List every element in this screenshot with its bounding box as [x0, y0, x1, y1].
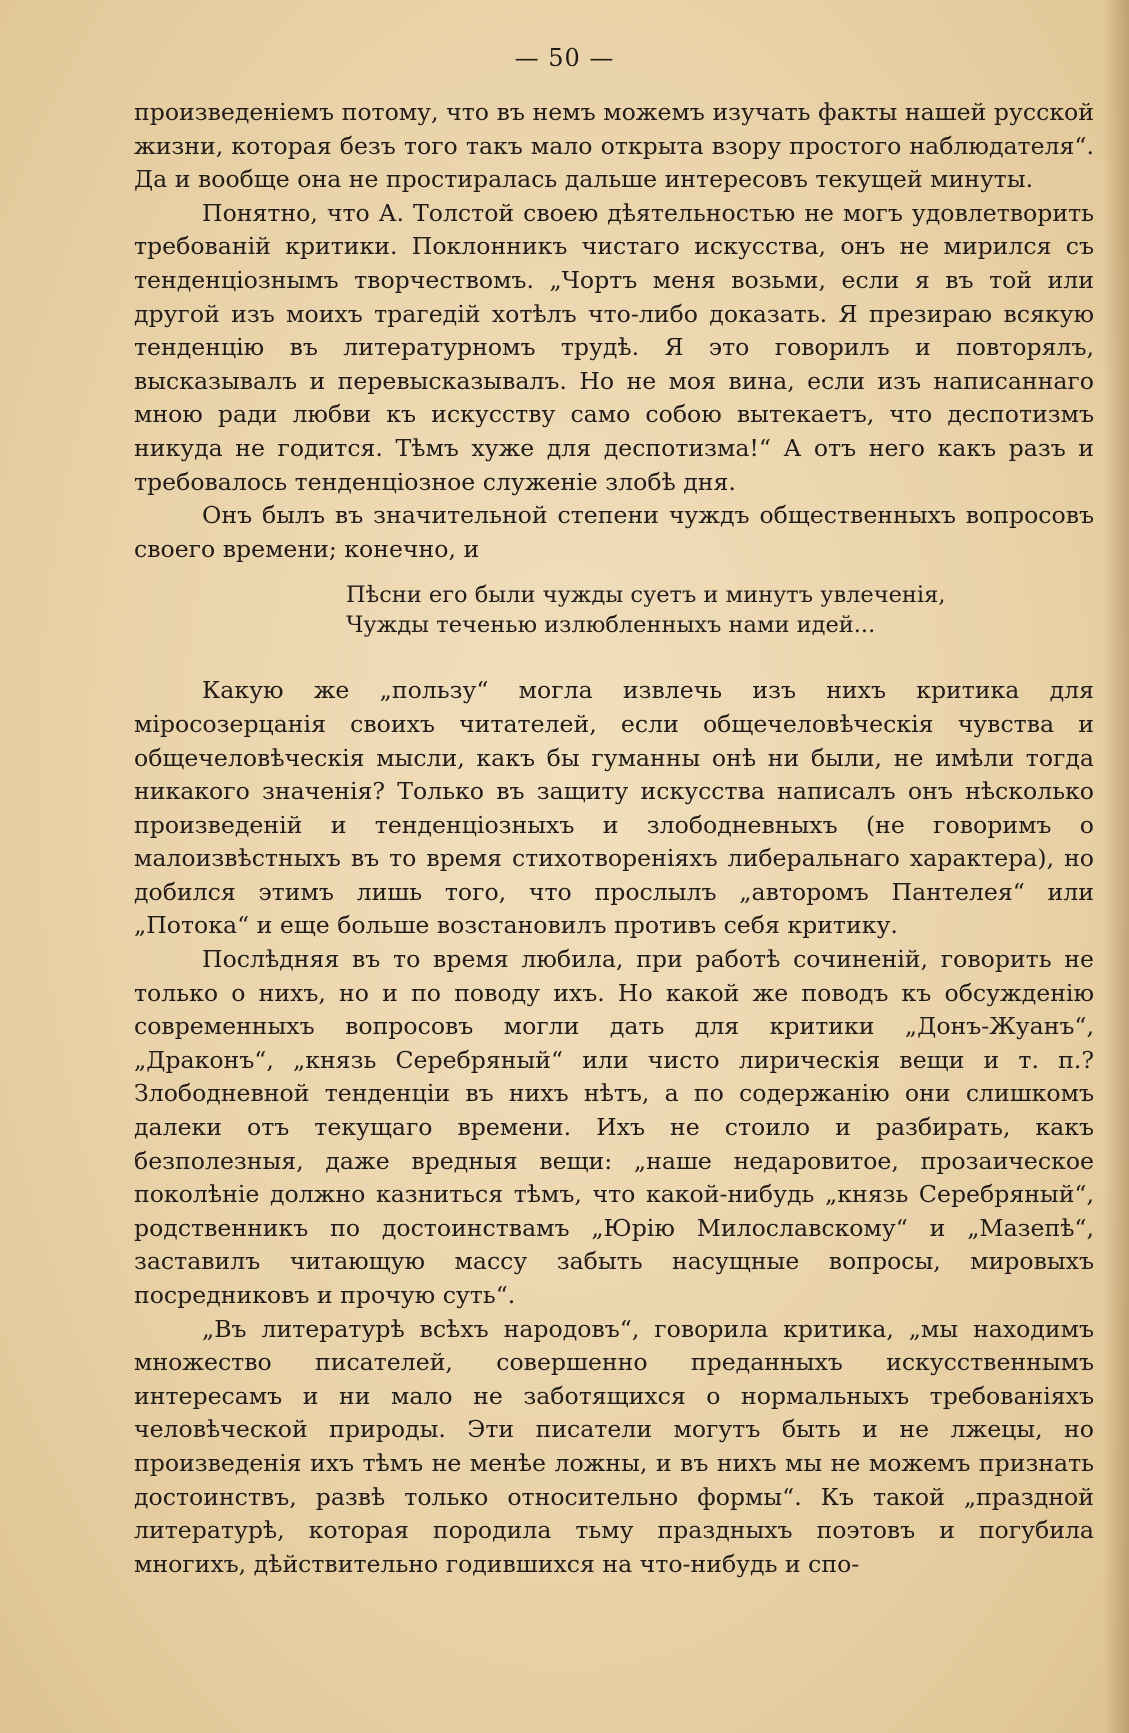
paragraph: Онъ былъ въ значительной степени чуждъ общественныхъ вопросовъ своего времени; конечно, и [134, 501, 1094, 563]
page-gutter-shadow [1103, 0, 1129, 1733]
paragraph: Какую же „пользу“ могла извлечь изъ нихъ критика для міросозерцанія своихъ читателей, если общечеловѣческія чувства и общечеловѣческія мысли, какъ бы гуманны онѣ ни были, не имѣли тогда никакого значенія? Только въ защиту искусства написалъ онъ нѣсколько произведеній и тенденціозныхъ и злободневныхъ (не говоримъ о малоизвѣстныхъ въ то время стихотвореніяхъ либеральнаго характера), но добился этимъ лишь того, что прослылъ „авторомъ Пантелея“ или „Потока“ и еще больше возстановилъ противъ себя критику. [134, 676, 1094, 940]
paragraph: Послѣдняя въ то время любила, при работѣ сочиненій, говорить не только о нихъ, но и по поводу ихъ. Но какой же поводъ къ обсужденію современныхъ вопросовъ могли дать для критики „Донъ-Жуанъ“, „Драконъ“, „князь Серебряный“ или чисто лирическія вещи и т. п.? Злободневной тенденціи въ нихъ нѣтъ, а по содержанію они слишкомъ далеки отъ текущаго времени. Ихъ не стоило и разбирать, какъ безполезныя, даже вредныя вещи: „наше недаровитое, прозаическое поколѣніе должно казниться тѣмъ, что какой-нибудь „князь Серебряный“, родственникъ по достоинствамъ „Юрію Милославскому“ и „Мазепѣ“, заставилъ читающую массу забыть насущные вопросы, мировыхъ посредниковъ и прочую суть“. [134, 945, 1094, 1309]
paragraph: Понятно, что А. Толстой своею дѣятельностью не могъ удовлетворить требованій критики. Поклонникъ чистаго искусства, онъ не мирился съ тенденціознымъ творчествомъ. „Чортъ меня возьми, если я въ той или другой изъ моихъ трагедій хотѣлъ что-либо доказать. Я презираю всякую тенденцію въ литературномъ трудѣ. Я это говорилъ и повторялъ, высказывалъ и перевысказывалъ. Но не моя вина, если изъ написаннаго мною ради любви къ искусству само собою вытекаетъ, что деспотизмъ никуда не годится. Тѣмъ хуже для деспотизма!“ А отъ него какъ разъ и требовалось тенденціозное служеніе злобѣ дня. [134, 198, 1094, 496]
spacer [134, 656, 1094, 674]
poem-line: Пѣсни его были чужды суетъ и минутъ увлеченія, [346, 582, 946, 609]
page-number: — 50 — [514, 44, 615, 72]
poem-quote [346, 580, 1094, 640]
page-body [134, 96, 1094, 1581]
paragraph-continuation: произведеніемъ потому, что въ немъ можемъ изучать факты нашей русской жизни, которая безъ того такъ мало открыта взору простого наблюдателя“. Да и вообще она не простиралась дальше интересовъ текущей минуты. [134, 98, 1094, 194]
poem-line: Чужды теченью излюбленныхъ нами идей... [346, 612, 876, 639]
paragraph: „Въ литературѣ всѣхъ народовъ“, говорила критика, „мы находимъ множество писателей, совершенно преданныхъ искусственнымъ интересамъ и ни мало не заботящихся о нормальныхъ требованіяхъ человѣческой природы. Эти писатели могутъ быть и не лжецы, но произведенія ихъ тѣмъ не менѣе ложны, и въ нихъ мы не можемъ признать достоинствъ, развѣ только относительно формы“. Къ такой „праздной литературѣ, которая породила тьму праздныхъ поэтовъ и погубила многихъ, дѣйствительно годившихся на что-нибудь и спо- [134, 1314, 1094, 1578]
